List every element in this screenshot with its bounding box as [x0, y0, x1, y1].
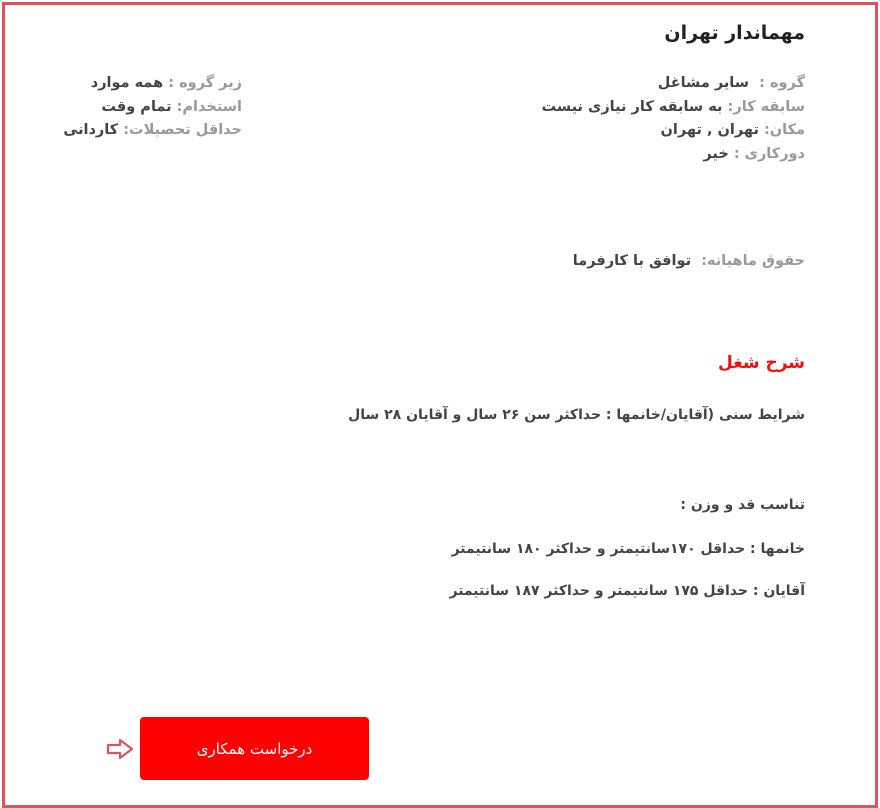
- subgroup-value: همه موارد: [90, 75, 164, 91]
- subgroup-label: زیر گروه :: [168, 75, 242, 91]
- job-meta-left: [63, 72, 242, 143]
- job-title: مهماندار تهران: [664, 22, 805, 44]
- meta-remote: [542, 143, 805, 167]
- salary-label: حقوق ماهیانه:: [701, 253, 805, 269]
- height-weight-title: تناسب قد و وزن :: [680, 497, 805, 513]
- remote-value: خیر: [703, 145, 729, 162]
- apply-button[interactable]: [140, 717, 369, 780]
- meta-education: [63, 119, 242, 143]
- salary-row: [573, 250, 805, 273]
- employment-value: تمام وقت: [101, 98, 172, 115]
- job-meta-right: [542, 72, 805, 166]
- experience-label: سابقه کار:: [727, 98, 805, 115]
- group-label: گروه :: [759, 75, 805, 91]
- age-requirement: شرایط سنی (آقایان/خانمها : حداکثر سن ۲۶ سال و آقایان ۲۸ سال: [348, 407, 805, 423]
- education-label: حداقل تحصیلات:: [123, 122, 242, 138]
- men-requirement: آقایان : حداقل ۱۷۵ سانتیمتر و حداکثر ۱۸۷ سانتیمتر: [449, 583, 805, 599]
- apply-button-label: درخواست همکاری: [196, 739, 313, 758]
- remote-label: دورکاری :: [733, 145, 805, 162]
- group-value: سایر مشاغل: [657, 75, 750, 91]
- education-value: کاردانی: [63, 122, 119, 138]
- salary-value: توافق با کارفرما: [572, 253, 692, 269]
- meta-group: [542, 72, 805, 96]
- meta-employment: [63, 96, 242, 120]
- women-requirement: خانمها : حداقل ۱۷۰سانتیمتر و حداکثر ۱۸۰ سانتیمتر: [451, 541, 805, 557]
- experience-value: به سابقه کار نیازی نیست: [541, 98, 723, 115]
- location-value: تهران , تهران: [660, 122, 759, 138]
- meta-experience: [542, 96, 805, 120]
- meta-subgroup: [63, 72, 242, 96]
- location-label: مکان:: [763, 122, 805, 138]
- meta-location: [542, 119, 805, 143]
- arrow-right-icon: [106, 738, 134, 760]
- description-title: شرح شغل: [718, 353, 805, 373]
- employment-label: استخدام:: [176, 98, 242, 115]
